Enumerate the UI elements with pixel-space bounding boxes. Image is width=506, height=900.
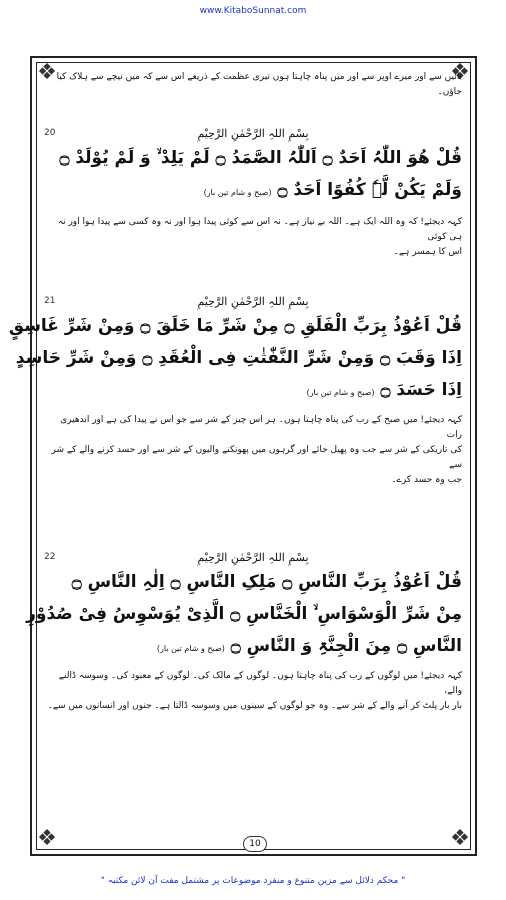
- page-number: 10: [243, 836, 267, 852]
- arabic-line: [44, 374, 462, 409]
- translation-line: اس کا ہمسر ہے۔: [393, 247, 462, 257]
- translation-line: کہہ دیجئے! میں صبح کے رب کی پناہ چاہتا ہوں۔ ہر اس چیز کے شر سے جو اس نے پیدا کی ہے اور اندھیری رات: [60, 415, 462, 440]
- section-22: [26, 550, 462, 750]
- page-content: [8, 70, 462, 750]
- recitation-reference: (صبح و شام تین بار): [156, 644, 225, 653]
- translation-line: کہہ دیجئے! میں لوگوں کے رب کی پناہ چاہتا ہوں۔ لوگوں کے مالک کی۔ لوگوں کے معبود کی۔ وسوسہ ڈالنے والے،: [58, 671, 462, 696]
- translation-line: جب وہ حسد کرے۔: [391, 475, 462, 485]
- bismillah: بِسْمِ اللہِ الرَّحْمٰنِ الرَّحِیْمِ: [197, 127, 309, 140]
- translation-line: بار بار پلٹ کر آنے والے کے شر سے۔ وہ جو لوگوں کے سینوں میں وسوسہ ڈالتا ہے۔ جنوں اور انسانوں میں سے۔: [47, 701, 462, 711]
- section-20: [44, 126, 462, 294]
- arabic-line: [44, 630, 462, 665]
- arabic-line: قُلْ ھُوَ اللّٰہُ اَحَدٌ ۝ اَللّٰہُ الصَّمَدُ ۝ لَمْ یَلِدْ ۙ وَ لَمْ یُوْلَدْ ۝: [59, 148, 462, 168]
- corner-ornament-icon: ❖: [37, 60, 57, 85]
- arabic-line: مِنْ شَرِّ الْوَسْوَاسِ ۙ الْخَنَّاسِ ۝ الَّذِیْ یُوَسْوِسُ فِیْ صُدُوْرِ: [26, 604, 462, 624]
- site-url[interactable]: www.KitaboSunnat.com: [199, 6, 307, 16]
- arabic-line: اِذَا وَقَبَ ۝ وَمِنْ شَرِّ النَّفّٰثٰتِ فِی الْعُقَدِ ۝ وَمِنْ شَرِّ حَاسِدٍ: [15, 348, 462, 368]
- corner-ornament-icon: ❖: [450, 60, 470, 85]
- bismillah: بِسْمِ اللہِ الرَّحْمٰنِ الرَّحِیْمِ: [197, 551, 309, 564]
- corner-ornament-icon: ❖: [37, 826, 57, 851]
- corner-ornament-icon: ❖: [450, 826, 470, 851]
- translation-line: کہہ دیجئے! کہ وہ اللہ ایک ہے۔ اللہ بے نیاز ہے۔ نہ اس سے کوئی پیدا ہوا اور نہ وہ کسی سے پیدا ہوا اور نہ ہی کوئی: [57, 217, 462, 242]
- arabic-line: قُلْ اَعُوْذُ بِرَبِّ الْفَلَقِ ۝ مِنْ شَرِّ مَا خَلَقَ ۝ وَمِنْ شَرِّ غَاسِقٍ: [8, 316, 462, 336]
- recitation-reference: (صبح و شام تین بار): [306, 388, 375, 397]
- intro-line: بائیں سے اور میرے اوپر سے اور میں پناہ چاہتا ہوں تیری عظمت کے ذریعے اس سے کہ میں نیچے سے ہلاک کیا جاؤں۔: [56, 72, 462, 97]
- arabic-line: [44, 174, 462, 209]
- section-number: 20: [44, 128, 56, 138]
- arabic-line: قُلْ اَعُوْذُ بِرَبِّ النَّاسِ ۝ مَلِکِ النَّاسِ ۝ اِلٰہِ النَّاسِ ۝: [71, 572, 462, 592]
- recitation-reference: (صبح و شام تین بار): [203, 188, 272, 197]
- section-number: 22: [44, 552, 56, 562]
- translation-line: کی تاریکی کے شر سے جب وہ پھیل جائے اور گرہوں میں پھونکنے والیوں کے شر سے اور حسد کرنے والے کے شر سے: [51, 445, 462, 470]
- arabic-text: وَلَمْ یَکُنْ لَّہٗ کُفُوًا اَحَدٌ ۝: [277, 180, 462, 200]
- bismillah: بِسْمِ اللہِ الرَّحْمٰنِ الرَّحِیْمِ: [197, 295, 309, 308]
- section-21: [8, 294, 462, 550]
- arabic-text: اِذَا حَسَدَ ۝: [380, 380, 462, 400]
- arabic-text: النَّاسِ ۝ مِنَ الْجِنَّۃِ وَ النَّاسِ ۝: [230, 636, 462, 656]
- footer-tagline[interactable]: " محکم دلائل سے مزین متنوع و منفرد موضوعات پر مشتمل مفت آن لائن مکتبہ ": [100, 876, 406, 886]
- section-number: 21: [44, 296, 56, 306]
